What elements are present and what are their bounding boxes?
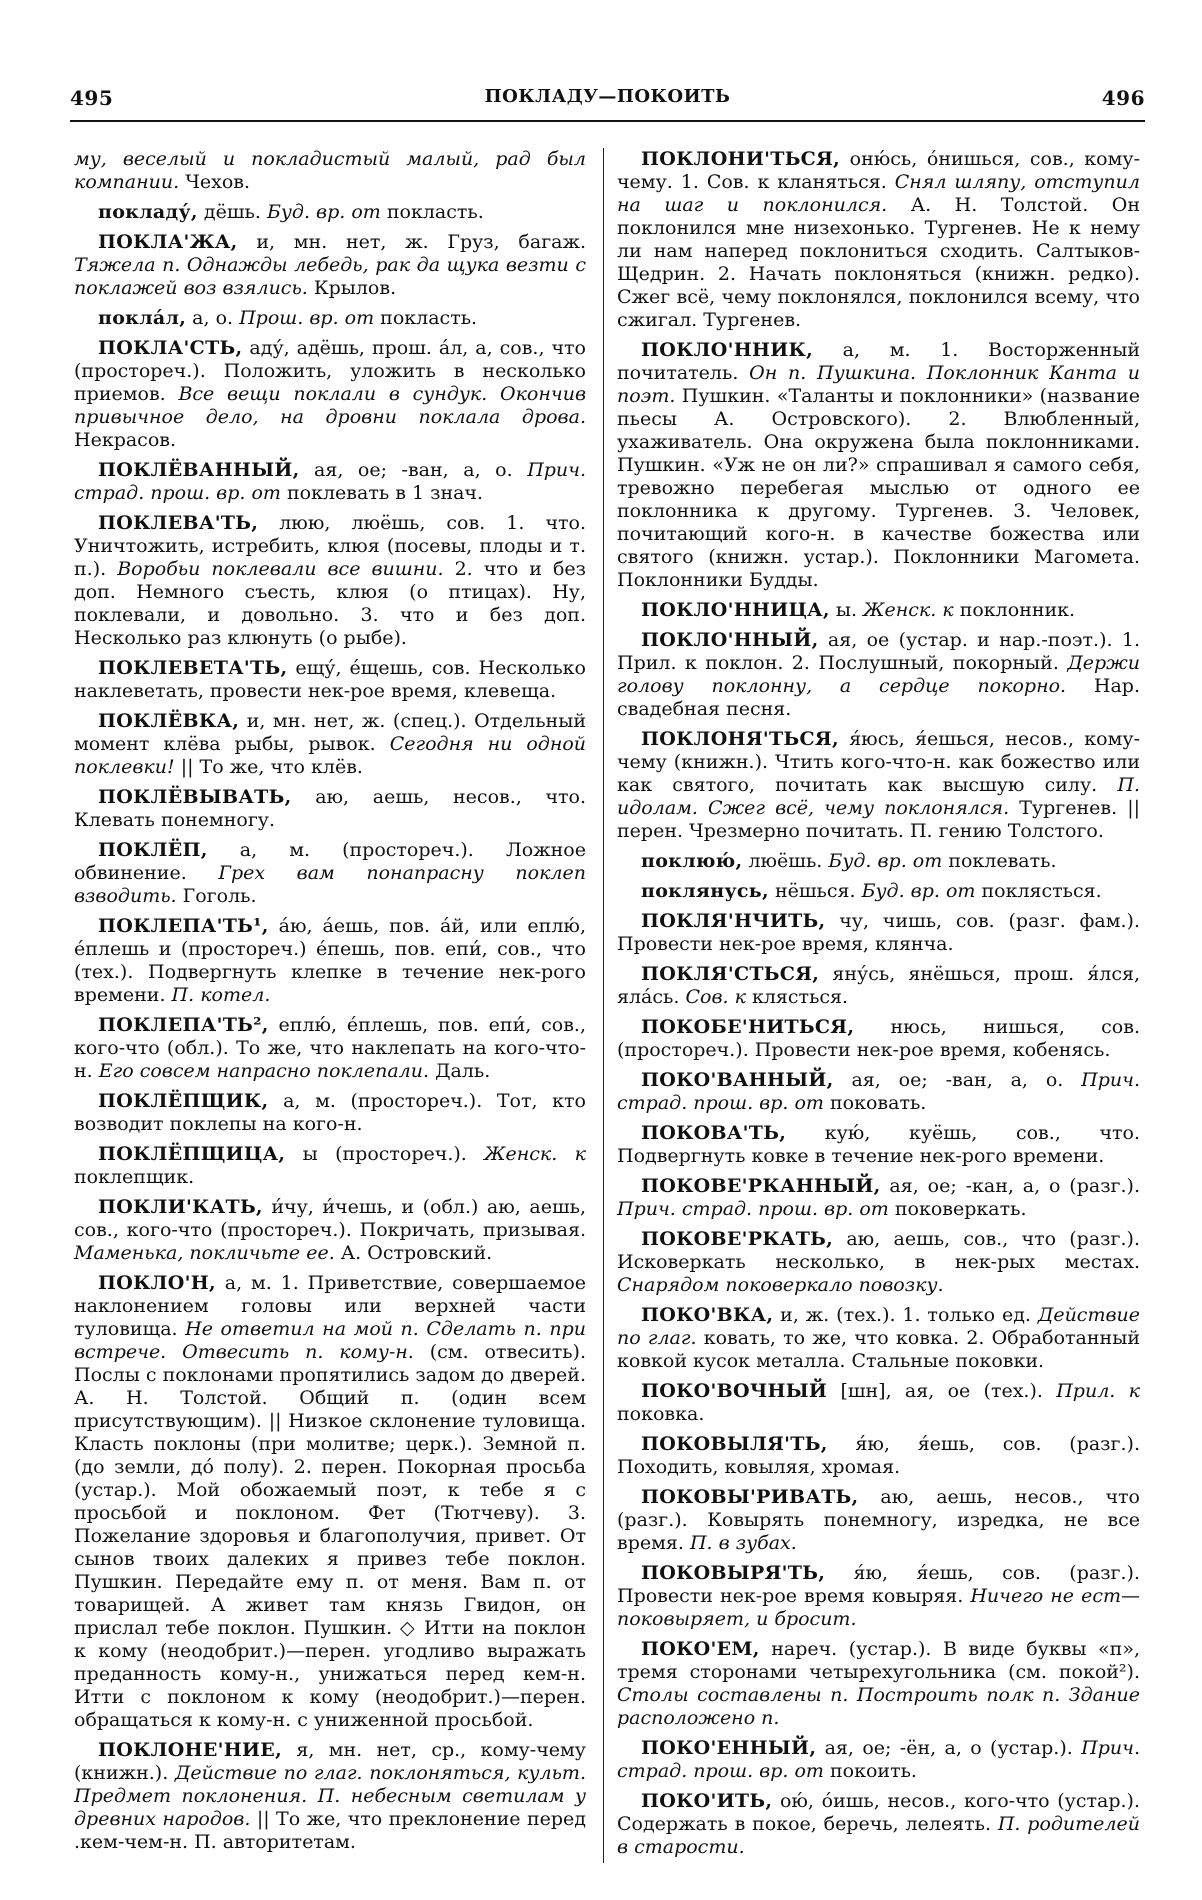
- dictionary-entry: ПОКО'ВАННЫЙ, ая, ое; -ван, а, о. Прич. страд. прош. вр. от поковать.: [617, 1069, 1140, 1114]
- dictionary-entry: ПОКЛОНЯ'ТЬСЯ, я́юсь, я́ешься, несов., кому-чему (книжн.). Чтить кого-что-н. как божество или как святого, почитать как высшую силу. П. идолам. Сжег всё, чему поклонялся. Тургенев. || перен. Чрезмерно почитать. П. гению Толстого.: [617, 728, 1141, 842]
- dictionary-entry: ПОКЛЯ'НЧИТЬ, чу, чишь, сов. (разг. фам.). Провести нек-рое время, клянча.: [617, 910, 1140, 955]
- dictionary-entry: поклáл, а, о. Прош. вр. от покласть.: [98, 307, 478, 329]
- dictionary-entry: ПОКЛИ'КАТЬ, и́чу, и́чешь, и (обл.) аю, аешь, сов., кого-что (простореч.). Покричать, призывая. Маменька, покличьте ее. А. Островский.: [74, 1196, 586, 1264]
- dictionary-entry: ПОКЛА'СТЬ, аду́, адёшь, прош. áл, а, сов., что (простореч.). Положить, уложить в несколько приемов. Все вещи поклали в сундук. Окончив привычное дело, на дровни поклала дрова. Некрасов.: [74, 337, 587, 451]
- dictionary-entry: ПОКЛО'Н, а, м. 1. Приветствие, совершаемое наклонением головы или верхней части туловища. Не ответил на мой п. Сделать п. при встрече. Отвесить п. кому-н. (см. отвесить). Послы с поклонами пропятились задом до дверей. А. Н. Толстой. Общий п. (один всем присутствующим). || Низкое склонение туловища. Класть поклоны (при молитве; церк.). Земной п. (до земли, до́ полу). 2. перен. Покорная просьба (устар.). Мой обожаемый поэт, к тебе я с просьбой и поклоном. Фет (Тютчеву). 3. Пожелание здоровья и благополучия, привет. От сынов твоих далеких я привез тебе поклон. Пушкин. Передайте ему п. от меня. Вам п. от товарищей. А живет там князь Гвидон, он прислал тебе поклон. Пушкин. ◇ Итти на поклон к кому (неодобрит.)—перен. угодливо выражать преданность кому-н., унижаться перед кем-н. Итти с поклоном к кому (неодобрит.)—перен. обращаться к кому-н. с униженной просьбой.: [74, 1272, 587, 1731]
- dictionary-entry: ПОКЛЕВЕТА'ТЬ, ещу́, е́щешь, сов. Несколько наклеветать, провести нек-рое время, клевеща.: [74, 657, 586, 702]
- dictionary-entry: ПОКЛЕПА'ТЬ², еплю́, е́плешь, пов. епи́, сов., кого-что (обл.). То же, что наклепать на кого-что-н. Его совсем напрасно поклепали. Даль.: [74, 1014, 586, 1082]
- dictionary-entry: ПОКЛО'ННЫЙ, ая, ое (устар. и нар.-поэт.). 1. Прил. к поклон. 2. Послушный, покорный. Держи голову поклонну, а сердце покорно. Нар. свадебная песня.: [617, 629, 1141, 720]
- dictionary-entry: ПОКЛЕВА'ТЬ, люю, люёшь, сов. 1. что. Уничтожить, истребить, клюя (посевы, плоды и т. п.). Воробьи поклевали все вишни. 2. что и без доп. Немного съесть, клюя (о птицах). Ну, поклевали, и довольно. 3. что и без доп. Несколько раз клюнуть (о рыбе).: [74, 512, 587, 649]
- dictionary-entry: ПОКО'ЕННЫЙ, ая, ое; -ён, а, о (устар.). Прич. страд. прош. вр. от покоить.: [617, 1737, 1140, 1782]
- dictionary-entry: ПОКОВЕ'РКАТЬ, аю, аешь, сов., что (разг.). Исковеркать несколько, в нек-рых местах. Снарядом поковеркало повозку.: [617, 1228, 1140, 1296]
- dictionary-entry: ПОКЛОНЕ'НИЕ, я, мн. нет, ср., кому-чему (книжн.). Действие по глаг. поклоняться, культ. Предмет поклонения. П. небесным светилам у древних народов. || То же, что преклонение перед .кем-чем-н. П. авторитетам.: [74, 1739, 586, 1853]
- page-header: [70, 86, 1145, 120]
- dictionary-entry: ПОКОБЕ'НИТЬСЯ, нюсь, нишься, сов. (простореч.). Провести нек-рое время, кобенясь.: [617, 1016, 1140, 1061]
- dictionary-entry: ПОКЛЯ'СТЬСЯ, яну́сь, янёшься, прош. я́лся, ялáсь. Сов. к клясться.: [617, 963, 1141, 1008]
- dictionary-entry: ПОКО'ЕМ, нареч. (устар.). В виде буквы «п», тремя сторонами четырехугольника (см. покой²). Столы составлены п. Построить полк п. Здание расположено п.: [617, 1638, 1140, 1729]
- dictionary-entry: ПОКЛО'ННИК, а, м. 1. Восторженный почитатель. Он п. Пушкина. Поклонник Канта и поэт. Пушкин. «Таланты и поклонники» (название пьесы А. Островского). 2. Влюбленный, ухаживатель. Она окружена была поклонниками. Пушкин. «Уж не он ли?» спрашивал я самого себя, тревожно перебегая мыслью от одного ее поклонника к другому. Тургенев. 3. Человек, почитающий кого-н. в качестве божества или святого (книжн. устар.). Поклонники Магомета. Поклонники Будды.: [617, 339, 1140, 591]
- page-number-left: 495: [70, 86, 114, 110]
- dictionary-entry: ПОКЛЁВКА, и, мн. нет, ж. (спец.). Отдельный момент клёва рыбы, рывок. Сегодня ни одной поклевки! || То же, что клёв.: [74, 710, 587, 778]
- dictionary-entry: ПОКО'ИТЬ, ою́, о́ишь, несов., кого-что (устар.). Содержать в покое, беречь, лелеять. П. родителей в старости.: [617, 1790, 1141, 1858]
- dictionary-entry: ПОКЛО'ННИЦА, ы. Женск. к поклонник.: [641, 599, 1076, 621]
- dictionary-entry: ПОКОВЫ'РИВАТЬ, аю, аешь, несов., что (разг.). Ковырять понемногу, изредка, не все время. П. в зубах.: [617, 1486, 1140, 1554]
- dictionary-entry: ПОКО'ВКА, и, ж. (тех.). 1. только ед. Действие по глаг. ковать, то же, что ковка. 2. Обработанный ковкой кусок металла. Стальные поковки.: [617, 1304, 1140, 1372]
- header-rule: [70, 120, 1145, 122]
- dictionary-entry: поклюю́, люёшь. Буд. вр. от поклевать.: [641, 850, 1057, 872]
- dictionary-entry: ПОКЛЁПЩИЦА, ы (простореч.). Женск. к поклепщик.: [74, 1143, 586, 1188]
- dictionary-entry: поклянусь, нёшься. Буд. вр. от поклясться.: [641, 880, 1102, 902]
- dictionary-entry: покладу́, дёшь. Буд. вр. от покласть.: [98, 201, 484, 223]
- dictionary-entry: ПОКЛЁВЫВАТЬ, аю, аешь, несов., что. Клевать понемногу.: [74, 786, 586, 831]
- dictionary-entry: ПОКОВЫЛЯ'ТЬ, я́ю, я́ешь, сов. (разг.). Походить, ковыляя, хромая.: [617, 1433, 1140, 1478]
- dictionary-entry: ПОКЛА'ЖА, и, мн. нет, ж. Груз, багаж. Тяжела п. Однажды лебедь, рак да щука везти с поклажей воз взялись. Крылов.: [74, 231, 586, 299]
- dictionary-entry: му, веселый и покладистый малый, рад был компании. Чехов.: [74, 148, 586, 193]
- running-head: ПОКЛАДУ—ПОКОИТЬ: [484, 86, 731, 107]
- dictionary-entry: ПОКЛЁВАННЫЙ, ая, ое; -ван, а, о. Прич. страд. прош. вр. от поклевать в 1 знач.: [74, 459, 587, 504]
- dictionary-entry: ПОКЛЁП, а, м. (простореч.). Ложное обвинение. Грех вам понапрасну поклеп взводить. Гоголь.: [74, 839, 586, 907]
- page-number-right: 496: [1101, 86, 1145, 110]
- right-column: [617, 148, 1140, 1866]
- dictionary-entry: ПОКОВЕ'РКАННЫЙ, ая, ое; -кан, а, о (разг.). Прич. страд. прош. вр. от поковеркать.: [617, 1175, 1141, 1220]
- dictionary-entry: ПОКЛЕПА'ТЬ¹, áю, áешь, пов. áй, или еплю́, е́плешь и (простореч.) е́пешь, пов. епи́, сов., что (тех.). Подвергнуть клепке в течение нек-рого времени. П. котел.: [74, 915, 586, 1006]
- dictionary-entry: ПОКОВЫРЯ'ТЬ, я́ю, я́ешь, сов. (разг.). Провести нек-рое время ковыряя. Ничего не ест—поковыряет, и бросит.: [617, 1562, 1141, 1630]
- dictionary-entry: ПОКЛОНИ'ТЬСЯ, оню́сь, о́нишься, сов., кому-чему. 1. Сов. к кланяться. Снял шляпу, отступил на шаг и поклонился. А. Н. Толстой. Он поклонился мне низехонько. Тургенев. Не к нему ли нам наперед поклониться сходить. Салтыков-Щедрин. 2. Начать поклоняться (книжн. редко). Сжег всё, чему поклонялся, поклонился всему, что сжигал. Тургенев.: [617, 148, 1141, 331]
- left-column: [74, 148, 586, 1861]
- column-divider: [603, 148, 604, 1863]
- dictionary-entry: ПОКОВА'ТЬ, кую́, куёшь, сов., что. Подвергнуть ковке в течение нек-рого времени.: [617, 1122, 1140, 1167]
- dictionary-entry: ПОКЛЁПЩИК, а, м. (простореч.). Тот, кто возводит поклепы на кого-н.: [74, 1090, 586, 1135]
- dictionary-entry: ПОКО'ВОЧНЫЙ [шн], ая, ое (тех.). Прил. к поковка.: [617, 1380, 1140, 1425]
